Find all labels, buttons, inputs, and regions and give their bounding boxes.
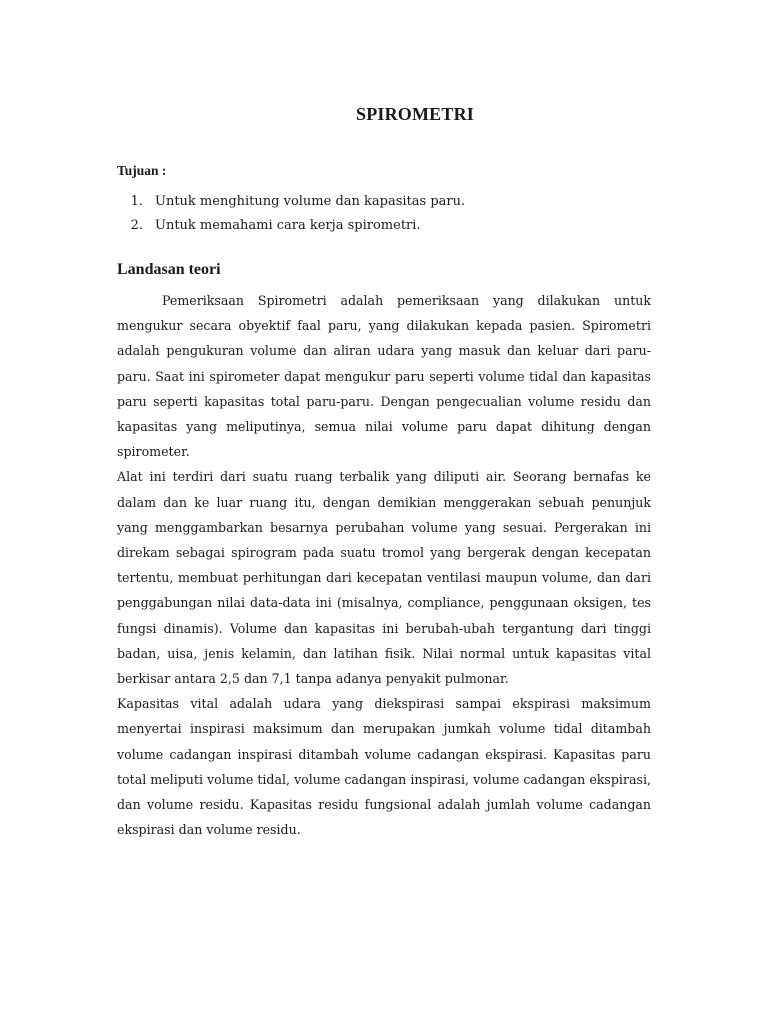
landasan-teori-heading: Landasan teori xyxy=(117,261,221,278)
paragraph-pemeriksaan: Pemeriksaan Spirometri adalah pemeriksaan yang dilakukan untuk mengukur secara obyektif faal paru, yang dilakukan kepada pasien. Spirometri adalah pengukuran volume dan aliran udara yang masuk dan keluar dari paru-paru. Saat ini spirometer dapat mengukur paru seperti volume tidal dan kapasitas paru seperti kapasitas total paru-paru. Dengan pengecualian volume residu dan kapasitas yang meliputinya, semua nilai volume paru dapat dihitung dengan spirometer. xyxy=(117,293,651,460)
aim-list-item xyxy=(117,214,651,238)
paragraph-alat: Alat ini terdiri dari suatu ruang terbalik yang diliputi air. Seorang bernafas ke dalam dan ke luar ruang itu, dengan demikian menggerakan sebuah penunjuk yang menggambarkan besarnya perubahan volume yang sesuai. Pergerakan ini direkam sebagai spirogram pada suatu tromol yang bergerak dengan kecepatan tertentu, membuat perhitungan dari kecepatan ventilasi maupun volume, dan dari penggabungan nilai data-data ini (misalnya, compliance, penggunaan oksigen, tes fungsi dinamis). Volume dan kapasitas ini berubah-ubah tergantung dari tinggi badan, uisa, jenis kelamin, dan latihan fisik. Nilai normal untuk kapasitas vital berkisar antara 2,5 dan 7,1 tanpa adanya penyakit pulmonar. xyxy=(117,469,651,687)
aim-number: 2. xyxy=(130,218,143,233)
tujuan-heading: Tujuan : xyxy=(117,163,167,178)
aim-list xyxy=(117,190,651,238)
paragraph-kapasitas-vital: Kapasitas vital adalah udara yang diekspirasi sampai ekspirasi maksimum menyertai inspirasi maksimum dan merupakan jumkah volume tidal ditambah volume cadangan inspirasi ditambah volume cadangan ekspirasi. Kapasitas paru total meliputi volume tidal, volume cadangan inspirasi, volume cadangan ekspirasi, dan volume residu. Kapasitas residu fungsional adalah jumlah volume cadangan ekspirasi dan volume residu. xyxy=(117,696,651,838)
aim-number: 1. xyxy=(130,194,143,209)
document-body xyxy=(117,160,651,842)
aim-text: Untuk memahami cara kerja spirometri. xyxy=(155,218,421,233)
aim-list-item xyxy=(117,190,651,214)
document-title: SPIROMETRI xyxy=(355,104,474,124)
aim-text: Untuk menghitung volume dan kapasitas paru. xyxy=(155,194,466,209)
